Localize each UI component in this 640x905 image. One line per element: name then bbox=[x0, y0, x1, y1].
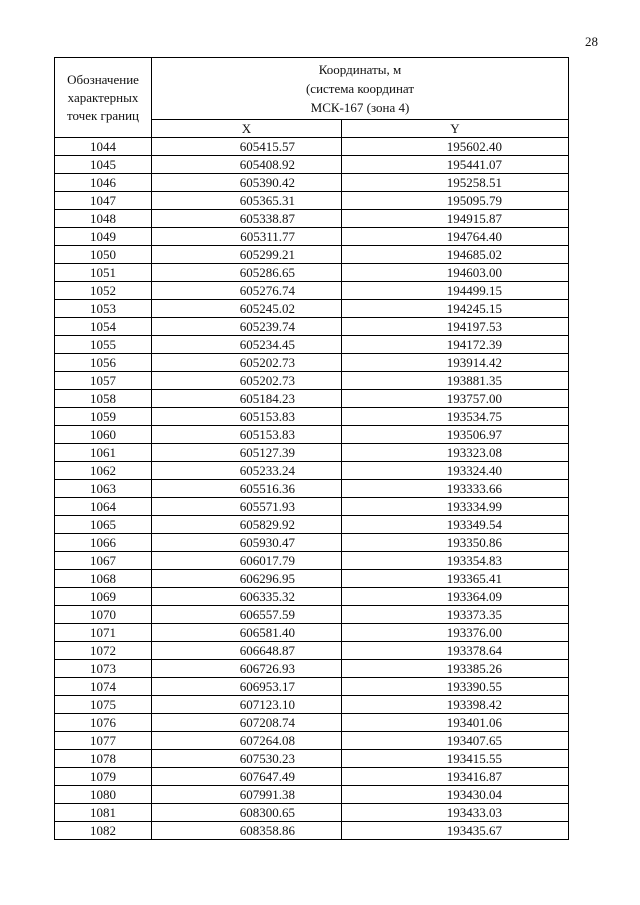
x-coordinate-cell: 606953.17 bbox=[152, 678, 342, 696]
table-row bbox=[55, 318, 569, 336]
y-coordinate-cell: 193407.65 bbox=[342, 732, 569, 750]
x-coordinate-cell: 605286.65 bbox=[152, 264, 342, 282]
table-row bbox=[55, 426, 569, 444]
table-row bbox=[55, 804, 569, 822]
x-coordinate-cell: 605311.77 bbox=[152, 228, 342, 246]
x-coordinate-cell: 605930.47 bbox=[152, 534, 342, 552]
table-row bbox=[55, 768, 569, 786]
point-number-cell: 1045 bbox=[55, 156, 152, 174]
point-number-cell: 1076 bbox=[55, 714, 152, 732]
x-coordinate-cell: 605245.02 bbox=[152, 300, 342, 318]
y-coordinate-cell: 193334.99 bbox=[342, 498, 569, 516]
point-label-header-line-1: Обозначение bbox=[67, 71, 139, 87]
table-row bbox=[55, 606, 569, 624]
table-row bbox=[55, 498, 569, 516]
table-row bbox=[55, 732, 569, 750]
table-row bbox=[55, 678, 569, 696]
point-number-cell: 1052 bbox=[55, 282, 152, 300]
x-coordinate-cell: 605184.23 bbox=[152, 390, 342, 408]
y-coordinate-cell: 193376.00 bbox=[342, 624, 569, 642]
x-coordinate-cell: 605202.73 bbox=[152, 372, 342, 390]
x-coordinate-cell: 606557.59 bbox=[152, 606, 342, 624]
point-number-cell: 1058 bbox=[55, 390, 152, 408]
x-coordinate-cell: 605153.83 bbox=[152, 408, 342, 426]
x-coordinate-cell: 607208.74 bbox=[152, 714, 342, 732]
x-coordinate-cell: 607647.49 bbox=[152, 768, 342, 786]
coordinates-header-line-1: Координаты, м bbox=[318, 62, 402, 77]
y-coordinate-cell: 194685.02 bbox=[342, 246, 569, 264]
point-number-cell: 1054 bbox=[55, 318, 152, 336]
x-coordinate-cell: 605276.74 bbox=[152, 282, 342, 300]
point-number-cell: 1067 bbox=[55, 552, 152, 570]
table-row bbox=[55, 570, 569, 588]
point-number-cell: 1047 bbox=[55, 192, 152, 210]
table-row bbox=[55, 156, 569, 174]
x-coordinate-cell: 605153.83 bbox=[152, 426, 342, 444]
y-coordinate-cell: 193881.35 bbox=[342, 372, 569, 390]
y-coordinate-cell: 193401.06 bbox=[342, 714, 569, 732]
point-label-header-line-2: характерных bbox=[67, 89, 139, 105]
x-coordinate-cell: 605365.31 bbox=[152, 192, 342, 210]
y-coordinate-cell: 193415.55 bbox=[342, 750, 569, 768]
point-number-cell: 1055 bbox=[55, 336, 152, 354]
y-coordinate-cell: 193350.86 bbox=[342, 534, 569, 552]
point-label-header-line-3: точек границ bbox=[66, 107, 140, 123]
y-coordinate-cell: 194197.53 bbox=[342, 318, 569, 336]
coordinates-header-line-2: (система координат bbox=[305, 81, 415, 96]
x-coordinate-cell: 605338.87 bbox=[152, 210, 342, 228]
point-number-cell: 1053 bbox=[55, 300, 152, 318]
x-coordinate-cell: 607264.08 bbox=[152, 732, 342, 750]
y-coordinate-cell: 195441.07 bbox=[342, 156, 569, 174]
y-coordinate-cell: 193416.87 bbox=[342, 768, 569, 786]
x-coordinate-cell: 607123.10 bbox=[152, 696, 342, 714]
table-row bbox=[55, 750, 569, 768]
y-coordinate-cell: 193354.83 bbox=[342, 552, 569, 570]
x-coordinate-cell: 605127.39 bbox=[152, 444, 342, 462]
point-number-cell: 1056 bbox=[55, 354, 152, 372]
x-coordinate-cell: 606648.87 bbox=[152, 642, 342, 660]
point-number-cell: 1074 bbox=[55, 678, 152, 696]
y-coordinate-cell: 193324.40 bbox=[342, 462, 569, 480]
point-number-cell: 1082 bbox=[55, 822, 152, 840]
point-number-cell: 1081 bbox=[55, 804, 152, 822]
table-row bbox=[55, 660, 569, 678]
point-number-cell: 1061 bbox=[55, 444, 152, 462]
x-coordinate-cell: 605408.92 bbox=[152, 156, 342, 174]
point-number-cell: 1080 bbox=[55, 786, 152, 804]
point-number-cell: 1079 bbox=[55, 768, 152, 786]
table-row bbox=[55, 714, 569, 732]
table-row bbox=[55, 210, 569, 228]
table-row bbox=[55, 228, 569, 246]
point-number-cell: 1063 bbox=[55, 480, 152, 498]
table-row bbox=[55, 372, 569, 390]
table-row bbox=[55, 282, 569, 300]
y-coordinate-cell: 193364.09 bbox=[342, 588, 569, 606]
x-coordinate-cell: 605239.74 bbox=[152, 318, 342, 336]
x-coordinate-cell: 607530.23 bbox=[152, 750, 342, 768]
y-coordinate-cell: 193349.54 bbox=[342, 516, 569, 534]
point-number-cell: 1050 bbox=[55, 246, 152, 264]
coordinates-header bbox=[152, 58, 569, 120]
x-coordinate-cell: 605202.73 bbox=[152, 354, 342, 372]
y-coordinate-cell: 193390.55 bbox=[342, 678, 569, 696]
point-number-cell: 1072 bbox=[55, 642, 152, 660]
point-number-cell: 1048 bbox=[55, 210, 152, 228]
y-coordinate-cell: 193398.42 bbox=[342, 696, 569, 714]
y-coordinate-cell: 193534.75 bbox=[342, 408, 569, 426]
table-row bbox=[55, 336, 569, 354]
point-number-cell: 1068 bbox=[55, 570, 152, 588]
point-number-cell: 1049 bbox=[55, 228, 152, 246]
y-coordinate-cell: 194499.15 bbox=[342, 282, 569, 300]
table-row bbox=[55, 174, 569, 192]
y-coordinate-cell: 193365.41 bbox=[342, 570, 569, 588]
coordinates-table bbox=[54, 57, 569, 840]
page-number: 28 bbox=[585, 34, 598, 49]
table-row bbox=[55, 552, 569, 570]
point-number-cell: 1051 bbox=[55, 264, 152, 282]
point-number-cell: 1044 bbox=[55, 138, 152, 156]
point-number-cell: 1066 bbox=[55, 534, 152, 552]
point-number-cell: 1060 bbox=[55, 426, 152, 444]
table-row bbox=[55, 480, 569, 498]
point-number-cell: 1078 bbox=[55, 750, 152, 768]
x-coordinate-cell: 606017.79 bbox=[152, 552, 342, 570]
x-coordinate-cell: 605390.42 bbox=[152, 174, 342, 192]
y-coordinate-cell: 193323.08 bbox=[342, 444, 569, 462]
point-number-cell: 1070 bbox=[55, 606, 152, 624]
y-coordinate-cell: 193506.97 bbox=[342, 426, 569, 444]
x-coordinate-cell: 605516.36 bbox=[152, 480, 342, 498]
x-coordinate-cell: 605233.24 bbox=[152, 462, 342, 480]
point-number-cell: 1046 bbox=[55, 174, 152, 192]
table-row bbox=[55, 696, 569, 714]
y-coordinate-cell: 193430.04 bbox=[342, 786, 569, 804]
coordinates-header-line-3: МСК-167 (зона 4) bbox=[310, 100, 410, 115]
point-number-cell: 1077 bbox=[55, 732, 152, 750]
point-number-cell: 1062 bbox=[55, 462, 152, 480]
y-coordinate-cell: 193757.00 bbox=[342, 390, 569, 408]
y-coordinate-cell: 193333.66 bbox=[342, 480, 569, 498]
y-coordinate-cell: 195602.40 bbox=[342, 138, 569, 156]
y-coordinate-cell: 193378.64 bbox=[342, 642, 569, 660]
table-row bbox=[55, 624, 569, 642]
table-row bbox=[55, 264, 569, 282]
x-coordinate-cell: 606296.95 bbox=[152, 570, 342, 588]
y-column-header: Y bbox=[342, 120, 569, 138]
table-row bbox=[55, 588, 569, 606]
x-coordinate-cell: 605829.92 bbox=[152, 516, 342, 534]
table-row bbox=[55, 534, 569, 552]
x-coordinate-cell: 606581.40 bbox=[152, 624, 342, 642]
x-coordinate-cell: 606335.32 bbox=[152, 588, 342, 606]
table-row bbox=[55, 246, 569, 264]
point-number-cell: 1073 bbox=[55, 660, 152, 678]
point-number-cell: 1069 bbox=[55, 588, 152, 606]
y-coordinate-cell: 194172.39 bbox=[342, 336, 569, 354]
y-coordinate-cell: 194245.15 bbox=[342, 300, 569, 318]
point-number-cell: 1059 bbox=[55, 408, 152, 426]
table-row bbox=[55, 462, 569, 480]
point-number-cell: 1065 bbox=[55, 516, 152, 534]
y-coordinate-cell: 193373.35 bbox=[342, 606, 569, 624]
y-coordinate-cell: 194915.87 bbox=[342, 210, 569, 228]
table-row bbox=[55, 192, 569, 210]
table-row bbox=[55, 822, 569, 840]
x-coordinate-cell: 608358.86 bbox=[152, 822, 342, 840]
table-row bbox=[55, 516, 569, 534]
y-coordinate-cell: 194603.00 bbox=[342, 264, 569, 282]
table-row bbox=[55, 786, 569, 804]
x-coordinate-cell: 606726.93 bbox=[152, 660, 342, 678]
table-row bbox=[55, 390, 569, 408]
x-coordinate-cell: 607991.38 bbox=[152, 786, 342, 804]
point-number-cell: 1071 bbox=[55, 624, 152, 642]
y-coordinate-cell: 193914.42 bbox=[342, 354, 569, 372]
x-coordinate-cell: 605234.45 bbox=[152, 336, 342, 354]
y-coordinate-cell: 193435.67 bbox=[342, 822, 569, 840]
point-number-cell: 1075 bbox=[55, 696, 152, 714]
point-number-cell: 1064 bbox=[55, 498, 152, 516]
table-body bbox=[55, 138, 569, 840]
y-coordinate-cell: 193385.26 bbox=[342, 660, 569, 678]
x-coordinate-cell: 605415.57 bbox=[152, 138, 342, 156]
x-column-header: X bbox=[152, 120, 342, 138]
point-label-header bbox=[55, 58, 152, 138]
table-row bbox=[55, 444, 569, 462]
point-number-cell: 1057 bbox=[55, 372, 152, 390]
y-coordinate-cell: 194764.40 bbox=[342, 228, 569, 246]
table-header bbox=[55, 58, 569, 138]
table-row bbox=[55, 642, 569, 660]
y-coordinate-cell: 195258.51 bbox=[342, 174, 569, 192]
table-row bbox=[55, 408, 569, 426]
table-row bbox=[55, 300, 569, 318]
y-coordinate-cell: 193433.03 bbox=[342, 804, 569, 822]
table-row bbox=[55, 354, 569, 372]
x-coordinate-cell: 608300.65 bbox=[152, 804, 342, 822]
table-row bbox=[55, 138, 569, 156]
y-coordinate-cell: 195095.79 bbox=[342, 192, 569, 210]
x-coordinate-cell: 605571.93 bbox=[152, 498, 342, 516]
x-coordinate-cell: 605299.21 bbox=[152, 246, 342, 264]
